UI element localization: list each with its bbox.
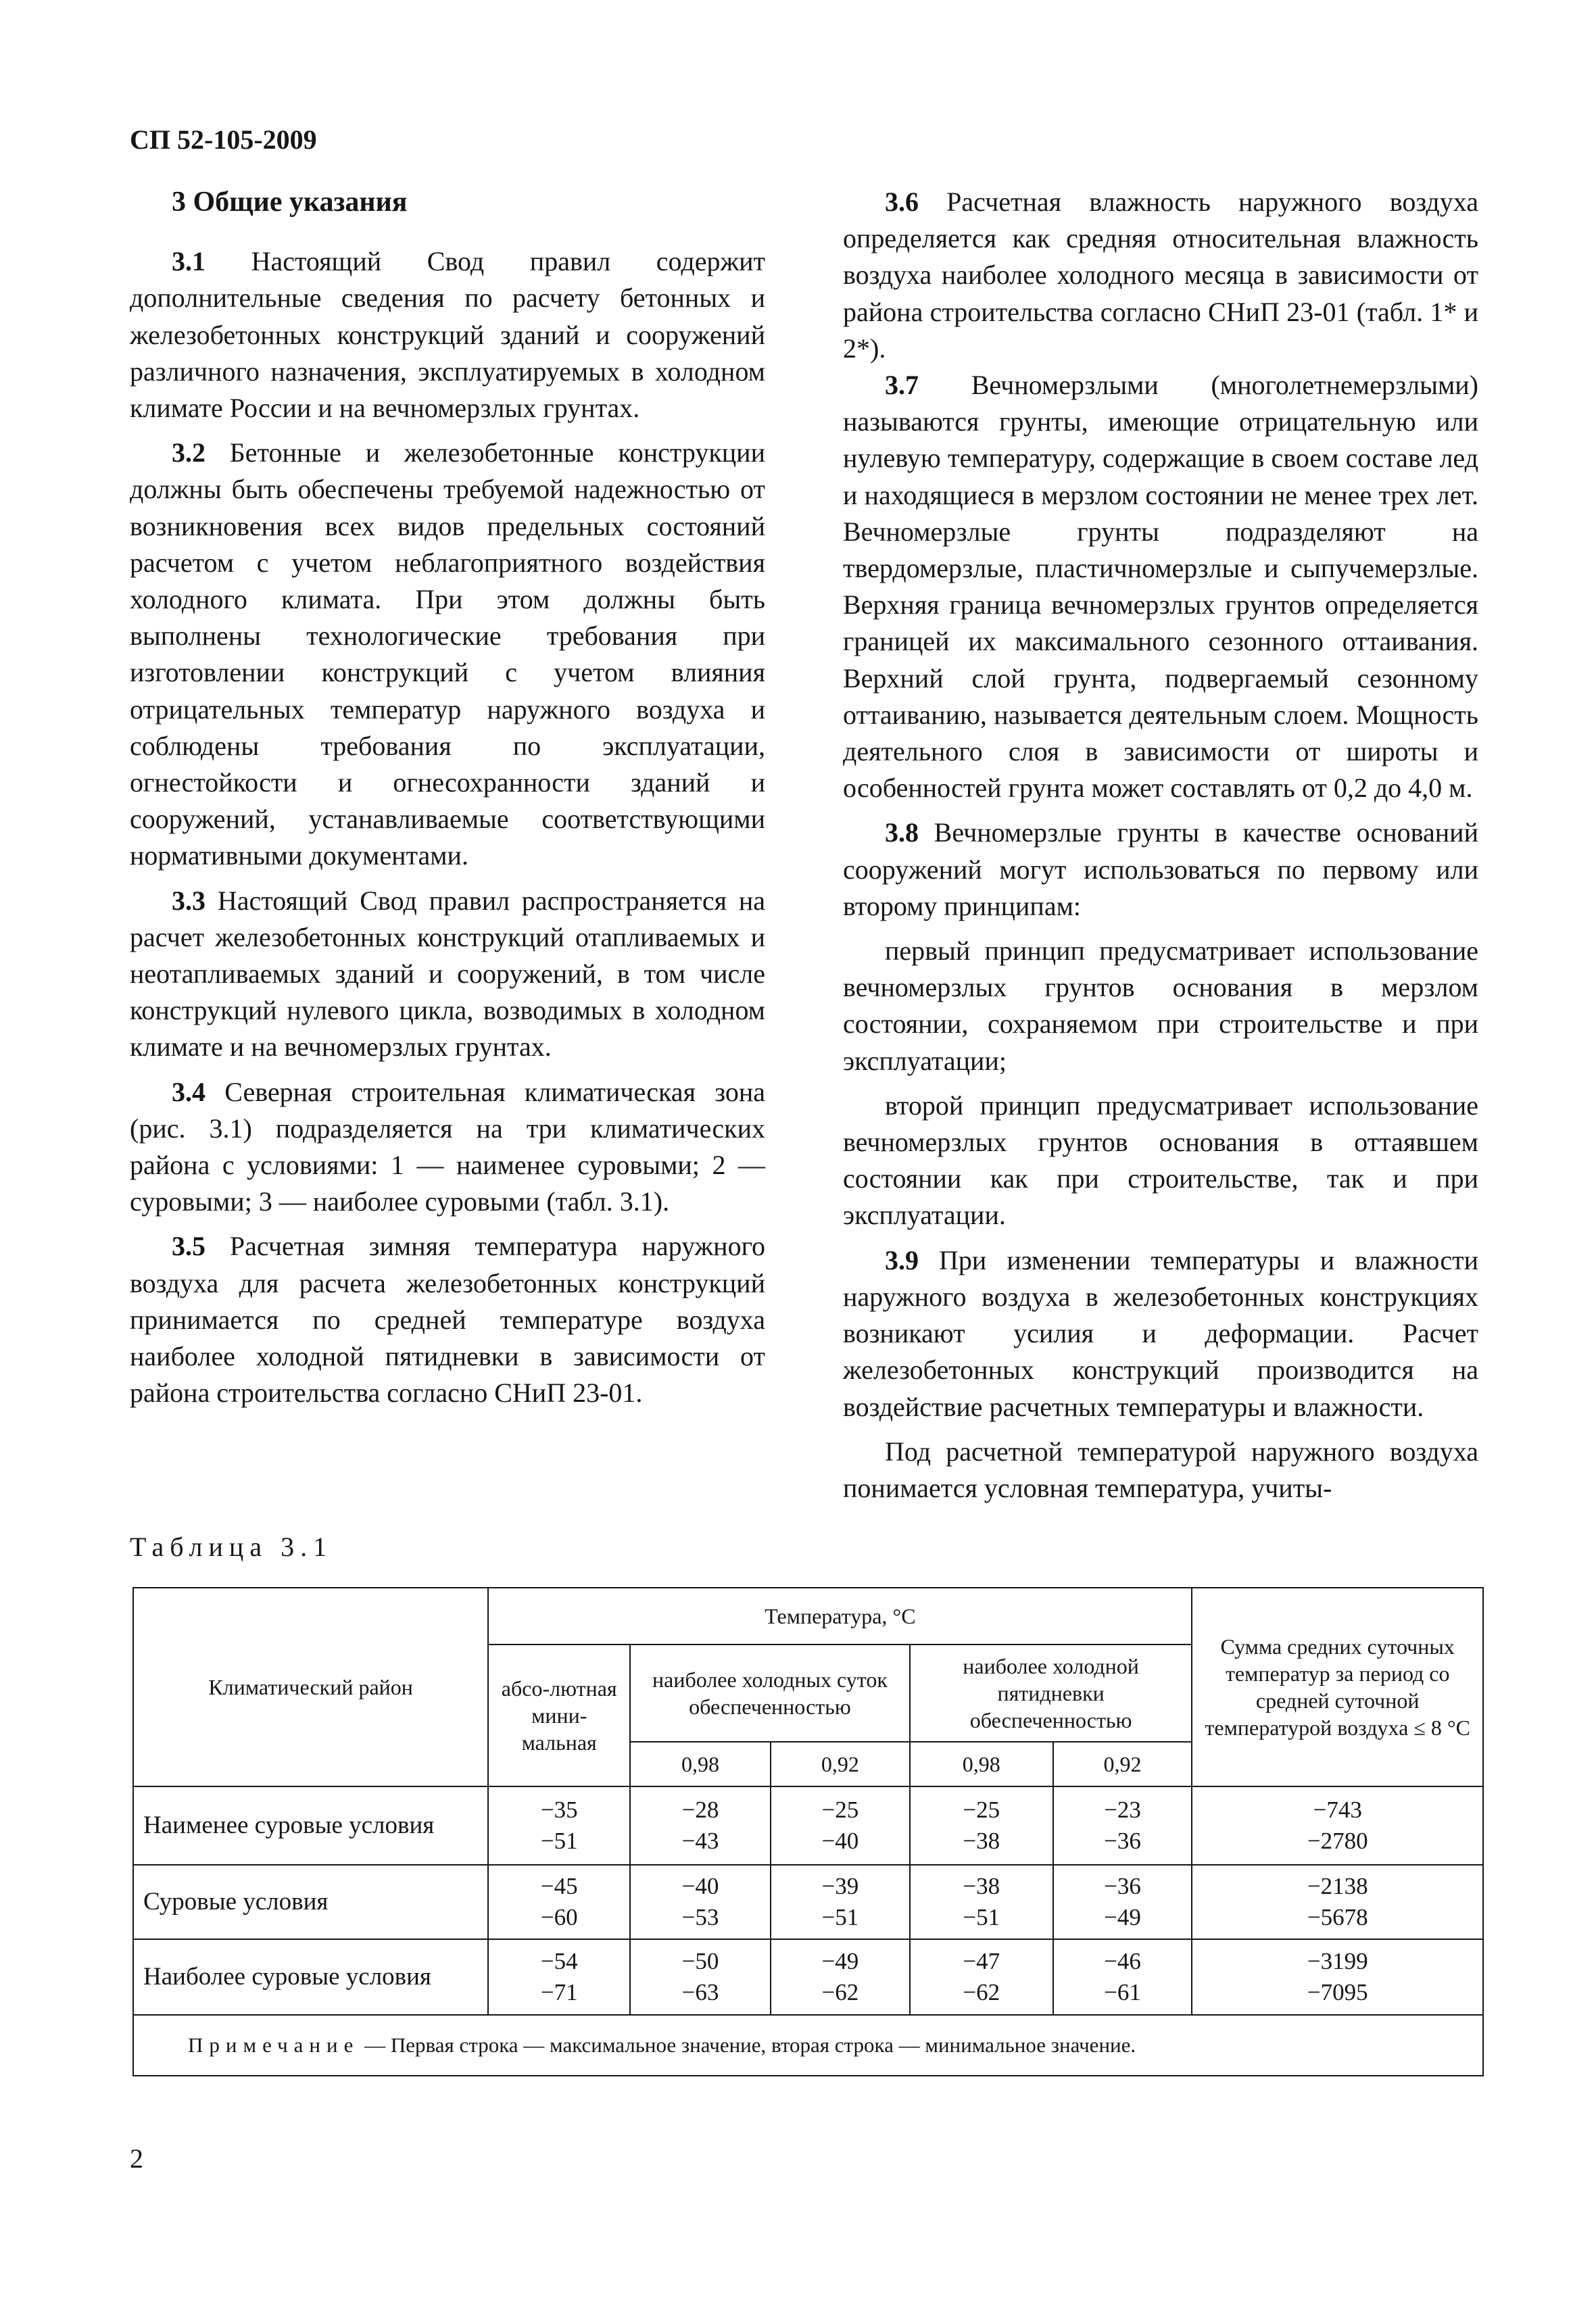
table-cell: −28 −43 — [630, 1786, 771, 1865]
paragraph-3-2 — [130, 435, 765, 874]
header-coldest-fiveday: наиболее холодной пятидневки обеспеченностью — [910, 1644, 1192, 1742]
climate-table — [132, 1587, 1484, 2076]
table-cell: −25 −40 — [771, 1786, 910, 1865]
header-sum: Сумма средних суточных температур за период со средней суточной температурой воздуха ≤ 8 °С — [1192, 1588, 1483, 1786]
table-cell: −45 −60 — [488, 1865, 630, 1939]
table-cell: −40 −53 — [630, 1865, 771, 1939]
paragraph-number: 3.1 — [172, 246, 205, 277]
paragraph-text: При изменении температуры и влажности наружного воздуха в железобетонных конструкциях возникают усилия и деформации. Расчет железобетонных конструкций производится на воздействие расчетных температуры и влажности. — [843, 1244, 1478, 1422]
header-probability: 0,98 — [910, 1742, 1053, 1786]
table-note — [133, 2015, 1483, 2076]
paragraph-text: Расчетная зимняя температура наружного воздуха для расчета железобетонных конструкций принимается по средней температуре воздуха наиболее холодной пятидневки в зависимости от района строительства согласно СНиП 23-01. — [130, 1231, 765, 1409]
paragraph-3-9 — [843, 1242, 1478, 1425]
paragraph-3-5 — [130, 1228, 765, 1411]
paragraph-text: Вечномерзлыми (многолетнемерзлыми) называются грунты, имеющие отрицательную или нулевую температуру, содержащие в своем составе лед и находящиеся в мерзлом состоянии не менее трех лет. Вечномерзлые грунты подразделяют на твердомерзлые, пластичномерзлые и сыпучемерзлые. Верхняя граница вечномерзлых грунтов определяется границей их максимального сезонного оттаивания. Верхний слой грунта, подвергаемый сезонному оттаиванию, называется деятельным слоем. Мощность деятельного слоя в зависимости от широты и особенностей грунта может составлять от 0,2 до 4,0 м. — [843, 370, 1478, 804]
table-row — [133, 1786, 1483, 1865]
table-cell: −46 −61 — [1053, 1939, 1192, 2015]
document-code: СП 52-105-2009 — [130, 124, 317, 155]
paragraph-number: 3.4 — [172, 1076, 205, 1107]
region-name: Суровые условия — [133, 1865, 488, 1939]
table-cell: −3199 −7095 — [1192, 1939, 1483, 2015]
paragraph-number: 3.9 — [885, 1244, 919, 1275]
header-probability: 0,98 — [630, 1742, 771, 1786]
table-cell: −2138 −5678 — [1192, 1865, 1483, 1939]
paragraph-text: Вечномерзлые грунты в качестве оснований сооружений могут использоваться по первому или второму принципам: — [843, 817, 1478, 921]
table-cell: −36 −49 — [1053, 1865, 1192, 1939]
header-absolute-min: абсо-лютная мини-мальная — [488, 1644, 630, 1786]
table-header-row — [133, 1588, 1483, 1644]
paragraph-text: Расчетная влажность наружного воздуха определяется как средняя относительная влажность воздуха наиболее холодного месяца в зависимости от района строительства согласно СНиП 23-01 (табл. 1* и 2*). — [843, 187, 1478, 364]
table-cell: −47 −62 — [910, 1939, 1053, 2015]
paragraph-number: 3.8 — [885, 817, 919, 848]
page-number: 2 — [130, 2143, 143, 2174]
table-row — [133, 1939, 1483, 2015]
paragraph-number: 3.5 — [172, 1231, 205, 1262]
header-coldest-days: наиболее холодных суток обеспеченностью — [630, 1644, 910, 1742]
paragraph-text: второй принцип предусматривает использование вечномерзлых грунтов основания в оттаявшем состоянии как при строительстве, так и при эксплуатации. — [843, 1090, 1478, 1231]
paragraph-number: 3.3 — [172, 885, 205, 916]
paragraph-number: 3.2 — [172, 437, 205, 468]
paragraph-3-6 — [843, 184, 1478, 367]
table-cell: −743 −2780 — [1192, 1786, 1483, 1865]
table-note-row — [133, 2015, 1483, 2076]
table-cell: −54 −71 — [488, 1939, 630, 2015]
note-text: — Первая строка — максимальное значение, вторая строка — минимальное значение. — [359, 2033, 1136, 2057]
paragraph-3-7 — [843, 367, 1478, 806]
paragraph-3-4 — [130, 1074, 765, 1221]
paragraph-second-principle — [843, 1088, 1478, 1234]
paragraph-text: Северная строительная климатическая зона (рис. 3.1) подразделяется на три климатических района с условиями: 1 — наименее суровыми; 2 — суровыми; 3 — наиболее суровыми (табл. 3.1). — [130, 1076, 765, 1217]
paragraph-text: Настоящий Свод правил распространяется на расчет железобетонных конструкций отапливаемых и неотапливаемых зданий и сооружений, в том числе конструкций нулевого цикла, возводимых в холодном климате и на вечномерзлых грунтах. — [130, 885, 765, 1063]
paragraph-design-temperature — [843, 1434, 1478, 1507]
header-region: Климатический район — [133, 1588, 488, 1786]
header-probability: 0,92 — [771, 1742, 910, 1786]
table-row — [133, 1865, 1483, 1939]
table-cell: −39 −51 — [771, 1865, 910, 1939]
paragraph-3-1 — [130, 243, 765, 427]
header-probability: 0,92 — [1053, 1742, 1192, 1786]
header-temperature: Температура, °С — [488, 1588, 1192, 1644]
note-label: Примечание — [188, 2033, 360, 2057]
region-name: Наиболее суровые условия — [133, 1939, 488, 2015]
table-cell: −25 −38 — [910, 1786, 1053, 1865]
table-caption: Таблица 3.1 — [130, 1532, 333, 1562]
region-name: Наименее суровые условия — [133, 1786, 488, 1865]
table-cell: −50 −63 — [630, 1939, 771, 2015]
paragraph-text: Бетонные и железобетонные конструкции должны быть обеспечены требуемой надежностью от возникновения всех видов предельных состояний расчетом с учетом неблагоприятного воздействия холодного климата. При этом должны быть выполнены технологические требования при изготовлении конструкций с учетом влияния отрицательных температур наружного воздуха и соблюдены требования по эксплуатации, огнестойкости и огнесохранности зданий и сооружений, устанавливаемые соответствующими нормативными документами. — [130, 437, 765, 871]
table-cell: −35 −51 — [488, 1786, 630, 1865]
paragraph-number: 3.7 — [885, 370, 919, 401]
table-cell: −23 −36 — [1053, 1786, 1192, 1865]
right-column — [843, 184, 1478, 1507]
paragraph-text: Под расчетной температурой наружного воздуха понимается условная температура, учиты- — [843, 1436, 1478, 1503]
table-cell: −38 −51 — [910, 1865, 1053, 1939]
paragraph-text: Настоящий Свод правил содержит дополнительные сведения по расчету бетонных и железобетонных конструкций зданий и сооружений различного назначения, эксплуатируемых в холодном климате России и на вечномерзлых грунтах. — [130, 246, 765, 424]
paragraph-text: первый принцип предусматривает использование вечномерзлых грунтов основания в мерзлом состоянии, сохраняемом при строительстве и при эксплуатации; — [843, 935, 1478, 1076]
table-cell: −49 −62 — [771, 1939, 910, 2015]
left-column — [130, 184, 765, 1412]
section-heading: 3 Общие указания — [172, 187, 408, 218]
paragraph-first-principle — [843, 933, 1478, 1079]
paragraph-3-8 — [843, 814, 1478, 925]
paragraph-3-3 — [130, 883, 765, 1066]
paragraph-number: 3.6 — [885, 187, 919, 217]
